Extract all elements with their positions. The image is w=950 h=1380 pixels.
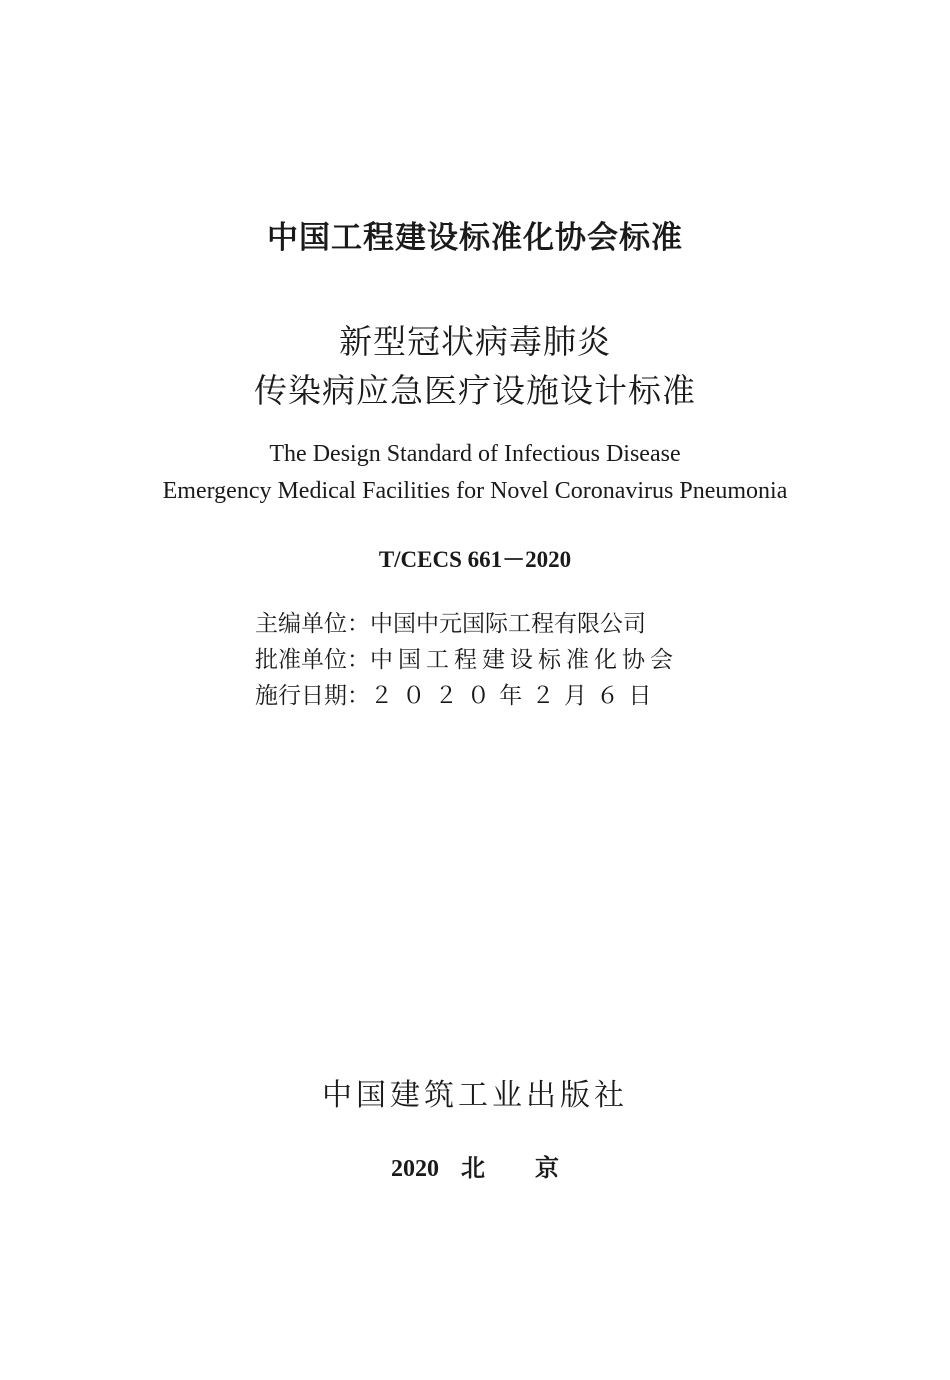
approver-value: 中国工程建设标准化协会 [370,647,678,673]
chinese-title-line-1: 新型冠状病毒肺炎 [339,322,611,361]
publication-year: 2020 [391,1156,439,1182]
chief-editor-row [255,606,725,642]
chief-editor-value: 中国中元国际工程有限公司 [370,611,646,637]
standard-organization-heading: 中国工程建设标准化协会标准 [267,220,683,256]
chief-editor-label: 主编单位： [255,611,370,637]
approver-row [255,642,725,678]
approver-label: 批准单位： [255,647,370,673]
publisher-name: 中国建筑工业出版社 [322,1078,628,1113]
publication-city: 北京 [461,1156,609,1182]
effective-date-row [255,678,725,714]
english-title-line-1: The Design Standard of Infectious Disease [269,441,681,467]
effective-date-label: 施行日期： [255,683,370,709]
standard-code: T/CECS 661－2020 [378,547,572,572]
publication-line [0,1148,950,1183]
chinese-title-line-2: 传染病应急医疗设施设计标准 [254,371,696,410]
english-title-line-2: Emergency Medical Facilities for Novel Coronavirus Pneumonia [162,478,788,504]
standard-info-block [255,606,725,714]
effective-date-value: ２ ０ ２ ０ 年 ２ 月 ６ 日 [370,683,653,709]
